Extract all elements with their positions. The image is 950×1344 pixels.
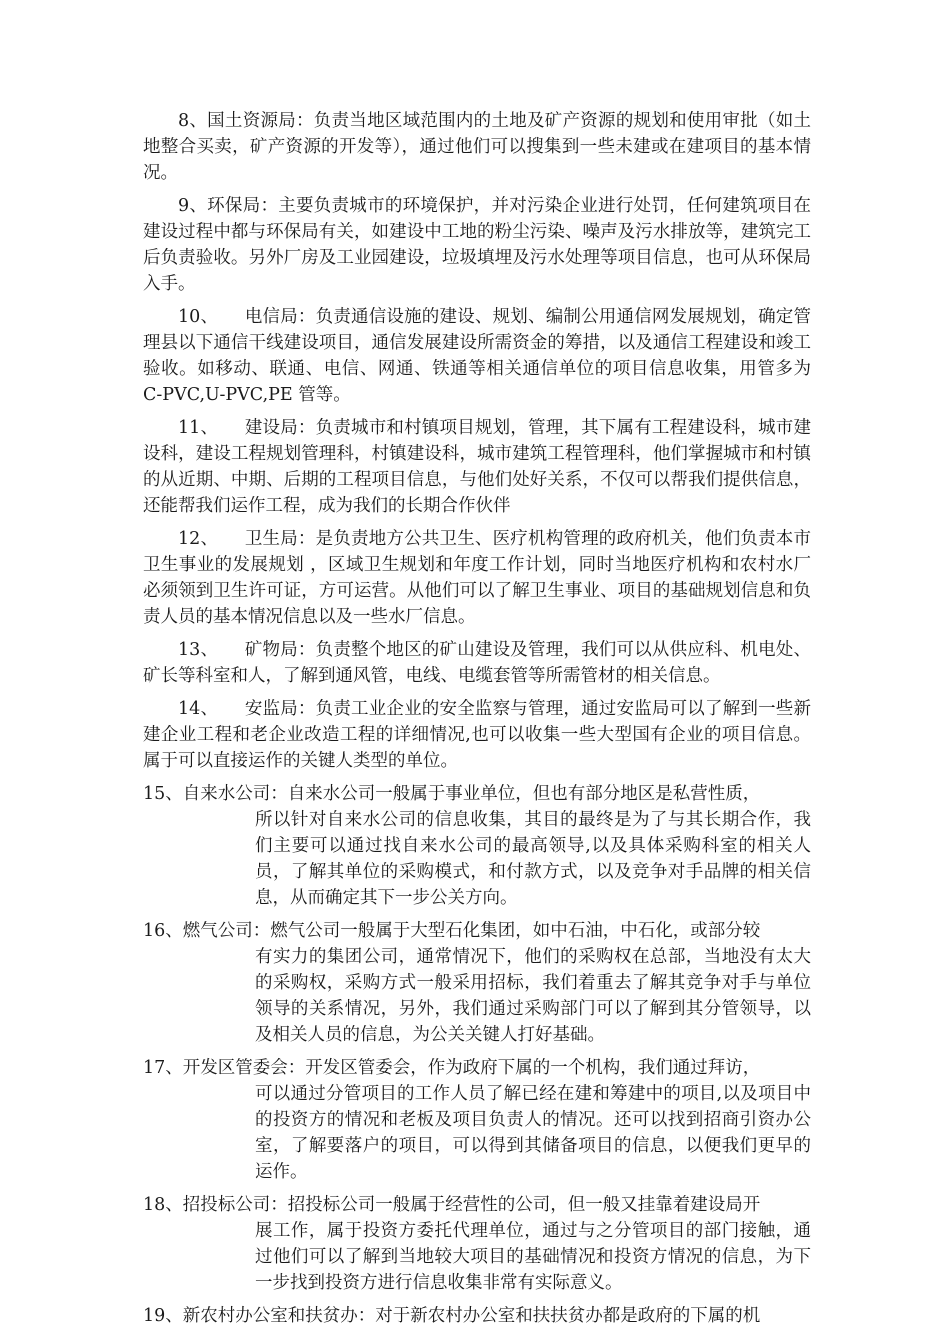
list-item-head: 15、自来水公司：自来水公司一般属于事业单位，但也有部分地区是私营性质，: [143, 784, 761, 804]
paragraph-8-land-resources-bureau: 8、国土资源局：负责当地区域范围内的土地及矿产资源的规划和使用审批（如土地整合买卖，矿产资源的开发等），通过他们可以搜集到一些未建或在建项目的基本情况。: [143, 111, 811, 183]
paragraph-12-health-bureau: 12、 卫生局：是负责地方公共卫生、医疗机构管理的政府机关，他们负责本市卫生事业的发展规划 ，区域卫生规划和年度工作计划，同时当地医疗机构和农村水厂必须领到卫生许可证，方可运营。从他们可以了解卫生事业、项目的基础规划信息和负责人员的基本情况信息以及一些水厂信息。: [143, 529, 811, 627]
paragraph-13-mining-bureau: 13、 矿物局：负责整个地区的矿山建设及管理，我们可以从供应科、机电处、矿长等科室和人，了解到通风管，电线、电缆套管等所需管材的相关信息。: [143, 640, 811, 686]
paragraph-14-safety-bureau: 14、 安监局：负责工业企业的安全监察与管理，通过安监局可以了解到一些新建企业工程和老企业改造工程的详细情况,也可以收集一些大型国有企业的项目信息。属于可以直接运作的关键人类型的单位。: [143, 699, 811, 771]
paragraph-10-telecom-bureau: 10、 电信局：负责通信设施的建设、规划、编制公用通信网发展规划，确定管理县以下通信干线建设项目，通信发展建设所需资金的筹措，以及通信工程建设和竣工验收。如移动、联通、电信、网通、铁通等相关通信单位的项目信息收集，用管多为 C-PVC,U-PVC,PE 管等。: [143, 307, 811, 405]
list-item-head: 16、燃气公司：燃气公司一般属于大型石化集团，如中石油，中石化，或部分较: [143, 921, 761, 941]
list-item-17-development-zone: [143, 1055, 811, 1185]
list-item-body: 展工作，属于投资方委托代理单位，通过与之分管项目的部门接触，通过他们可以了解到当地较大项目的基础情况和投资方情况的信息，为下一步找到投资方进行信息收集非常有实际意义。: [255, 1221, 811, 1293]
list-item-18-bidding-company: [143, 1192, 811, 1296]
list-item-head: 18、招投标公司：招投标公司一般属于经营性的公司，但一般又挂靠着建设局开: [143, 1195, 761, 1215]
paragraph-11-construction-bureau: 11、 建设局：负责城市和村镇项目规划，管理，其下属有工程建设科，城市建设科，建设工程规划管理科，村镇建设科，城市建筑工程管理科，他们掌握城市和村镇的从近期、中期、后期的工程项目信息，与他们处好关系，不仅可以帮我们提供信息，还能帮我们运作工程，成为我们的长期合作伙伴: [143, 418, 811, 516]
list-item-16-gas-company: [143, 918, 811, 1048]
list-item-15-water-company: [143, 781, 811, 911]
list-item-body: 有实力的集团公司，通常情况下，他们的采购权在总部，当地没有太大的采购权，采购方式一般采用招标，我们着重去了解其竞争对手与单位领导的关系情况，另外，我们通过采购部门可以了解到其分管领导，以及相关人员的信息，为公关关键人打好基础。: [255, 947, 811, 1045]
list-item-body: 所以针对自来水公司的信息收集，其目的最终是为了与其长期合作，我们主要可以通过找自来水公司的最高领导,以及具体采购科室的相关人员，了解其单位的采购模式，和付款方式，以及竞争对手品牌的相关信息，从而确定其下一步公关方向。: [255, 810, 811, 908]
paragraph-9-environmental-bureau: 9、环保局：主要负责城市的环境保护，并对污染企业进行处罚，任何建筑项目在建设过程中都与环保局有关，如建设中工地的粉尘污染、噪声及污水排放等，建筑完工后负责验收。另外厂房及工业园建设，垃圾填埋及污水处理等项目信息，也可从环保局入手。: [143, 196, 811, 294]
document-body: [143, 108, 811, 1329]
list-item-body: 可以通过分管项目的工作人员了解已经在建和筹建中的项目,以及项目中的投资方的情况和老板及项目负责人的情况。还可以找到招商引资办公室，了解要落户的项目，可以得到其储备项目的信息，以便我们更早的运作。: [255, 1084, 811, 1182]
list-item-19-rural-office-partial: 19、新农村办公室和扶贫办：对于新农村办公室和扶扶贫办都是政府的下属的机: [143, 1306, 761, 1326]
list-item-head: 17、开发区管委会：开发区管委会，作为政府下属的一个机构，我们通过拜访，: [143, 1058, 761, 1078]
